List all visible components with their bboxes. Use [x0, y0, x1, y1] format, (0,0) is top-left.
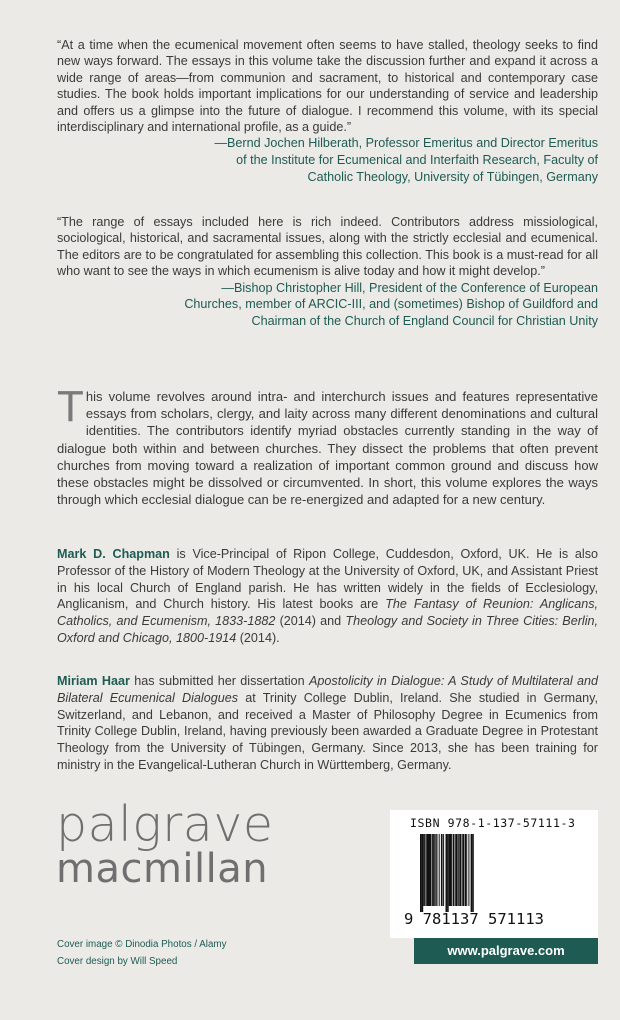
logo-line-palgrave: palgrave: [56, 796, 274, 853]
author-name: Mark D. Chapman: [57, 547, 170, 561]
description-text: his volume revolves around intra- and interchurch issues and features representative essays from scholars, clergy, and laity across many different denominations and cultural identities. The contributors identify myriad obstacles currently standing in the way of dialogue both within and between churches. They dissect the problems that often prevent churches from moving toward a realization of important common ground and discuss how these obstacles might be dissolved or circumvented. In short, this volume explores the ways through which ecclesial dialogue can be re-energized and adapted for a new century.: [57, 389, 598, 508]
quote-text: “The range of essays included here is rich indeed. Contributors address missiological, sociological, historical, and sacramental issues, along with the strictly ecclesial and ecumenical. The editors are to be congratulated for assembling this collection. This book is a must-read for all who want to see the ways in which ecumenism is alive today and how it might develop.”: [57, 215, 598, 279]
attribution-line: Catholic Theology, University of Tübingen, Germany: [307, 169, 598, 184]
cover-credits: [57, 936, 227, 970]
bio-text: is Vice-Principal of Ripon College, Cuddesdon, Oxford, UK. He is also Professor of the History of Modern Theology at the University of Oxford, UK, and Assistant Priest in his local Church of England parish. He has written widely in the fields of Ecclesiology, Anglicanism, and Church history. His latest books are: [57, 547, 598, 612]
endorsement-quote-2: [57, 214, 598, 329]
cover-design-credit: Cover design by Will Speed: [57, 956, 178, 967]
quote-attribution: [57, 280, 598, 330]
attribution-line: Chairman of the Church of England Council for Christian Unity: [251, 313, 598, 328]
author-bio-chapman: [57, 546, 598, 647]
book-title: Theology and Society in Three Cities: Berlin, Oxford and Chicago, 1800-1914: [57, 614, 598, 645]
logo-line-macmillan: macmillan: [56, 846, 269, 892]
barcode-digits-layer: [390, 810, 598, 938]
publisher-website[interactable]: www.palgrave.com: [414, 938, 598, 964]
book-title: The Fantasy of Reunion: Anglicans, Catholics, and Ecumenism, 1833-1882: [57, 597, 598, 629]
isbn-label: ISBN 978-1-137-57111-3: [410, 816, 576, 830]
attribution-line: Churches, member of ARCIC-III, and (sometimes) Bishop of Guildford and: [184, 297, 598, 312]
bio-text: (2014) and: [275, 614, 346, 629]
barcode-digits: 9 781137 571113: [404, 910, 544, 928]
author-name: Miriam Haar: [57, 674, 130, 688]
bio-text: has submitted her dissertation: [129, 674, 309, 688]
attribution-line: —Bishop Christopher Hill, President of the Conference of European: [221, 280, 598, 295]
attribution-line: —Bernd Jochen Hilberath, Professor Emeritus and Director Emeritus: [214, 136, 598, 151]
quote-attribution: [57, 135, 598, 185]
bio-text: at Trinity College Dublin, Ireland. She studied in Germany, Switzerland, and Lebanon, and received a Master of Philosophy Degree in Ecumenics from Trinity College Dublin, Ireland, having previously been awarded a Graduate Degree in Protestant Theology from the University of Tübingen, Germany. Since 2013, she has been training for ministry in the Evangelical-Lutheran Church in Württemberg, Germany.: [57, 690, 598, 772]
publisher-logo: [56, 796, 274, 892]
drop-cap: T: [57, 382, 84, 431]
bio-text: (2014).: [236, 630, 280, 645]
book-description: [57, 382, 598, 508]
cover-image-credit: Cover image © Dinodia Photos / Alamy: [57, 939, 227, 950]
dissertation-title: Apostolicity in Dialogue: A Study of Multilateral and Bilateral Ecumenical Dialogues: [57, 674, 598, 705]
quote-text: “At a time when the ecumenical movement often seems to have stalled, theology seeks to find new ways forward. The essays in this volume take the discussion further and expand it across a wide range of areas—from communion and sacrament, to historical and contemporary case studies. The book holds important implications for our understanding of service and leadership and offers us a glimpse into the future of dialogue. I recommend this volume, with its special interdisciplinary and international profile, as a guide.”: [57, 38, 598, 135]
author-bio-haar: [57, 673, 598, 774]
endorsement-quote-1: [57, 37, 598, 185]
attribution-line: of the Institute for Ecumenical and Interfaith Research, Faculty of: [236, 153, 598, 168]
isbn-barcode: [390, 810, 598, 938]
